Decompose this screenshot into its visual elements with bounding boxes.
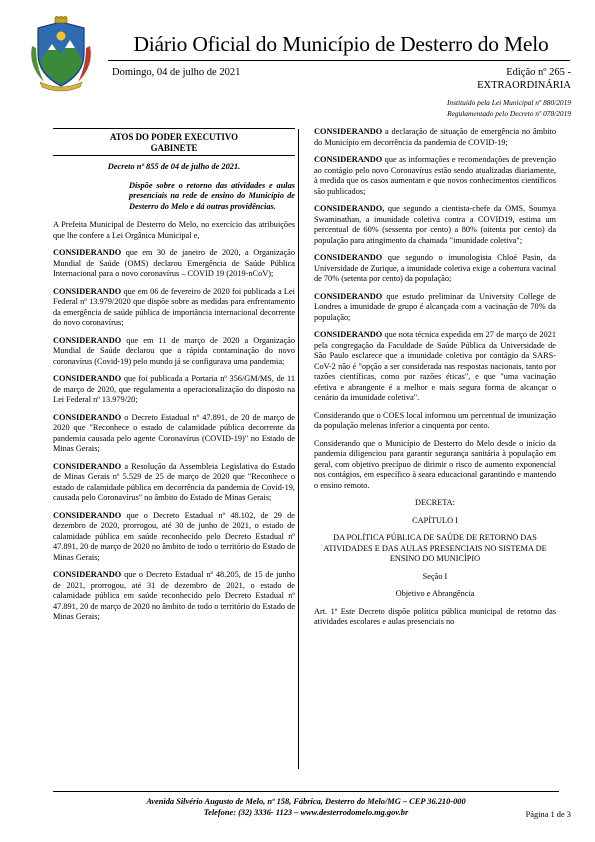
footer-address: Avenida Silvério Augusto de Melo, nº 158, Fábrica, Desterro do Melo/MG – CEP 36.210-000 xyxy=(146,797,466,806)
considerando-keyword: CONSIDERANDO xyxy=(314,253,383,262)
considerando-keyword: CONSIDERANDO xyxy=(53,412,122,422)
decree-title: Decreto nº 855 de 04 de julho de 2021. xyxy=(107,162,241,171)
paragraph: CONSIDERANDO, que segundo a cientista-chefe da OMS, Soumya Swaminathan, a imunidade coletiva contra a COVID19, estima um percentual de 60% (sessenta por cento) a 80% (oitenta por cento) da população para atingimento da chamada "imunidade coletiva"; xyxy=(314,204,556,245)
considerando-keyword: CONSIDERANDO, xyxy=(314,204,385,213)
considerando-keyword: CONSIDERANDO xyxy=(314,127,383,136)
paragraph: CONSIDERANDO que estudo preliminar da University College de Londres a imunidade de grupo é alcançada com a vacinação de 70% da população; xyxy=(314,291,556,322)
paragraph: CONSIDERANDO que o Decreto Estadual nº 48.205, de 15 de junho de 2021, prorrogou, até 31 de dezembro de 2021, o estado de calamidade pública em saúde reconhecido pelo Decreto Estadual nº 47.891, 20 de março de 2020 no âmbito de todo o território do Estado de Minas Gerais; xyxy=(53,570,295,621)
section-rule-bottom xyxy=(53,155,295,156)
considerando-keyword: CONSIDERANDO xyxy=(53,570,122,579)
paragraph: CONSIDERANDO a declaração de situação de emergência no âmbito do Município em decorrência da pandemia de COVID-19; xyxy=(314,127,556,147)
considerando-keyword: CONSIDERANDO xyxy=(53,286,122,296)
publication-date: Domingo, 04 de julho de 2021 xyxy=(112,67,241,78)
left-column xyxy=(53,127,295,630)
considerando-keyword: CONSIDERANDO xyxy=(314,155,383,164)
institution-decree: Regulamentado pelo Decreto nº 078/2019 xyxy=(447,109,571,118)
section-title: Objetivo e Abrangência xyxy=(395,589,475,598)
section-number: Seção I xyxy=(422,571,448,581)
paragraph: CONSIDERANDO que nota técnica expedida em 27 de março de 2021 pela congregação da Faculdade de Saúde Pública da Universidade de São Paulo esclarece que a imunidade coletiva por contágio da SARS-CoV-2 não é "opção a ser considerada nas respostas nacionais, tanto por razões científicas, como por razões éticas", e que "uma vacinação efetiva e abrangente é a melhor e mais segura forma de alcançar o cenário da imunidade coletiva". xyxy=(314,330,556,402)
paragraph: CONSIDERANDO o Decreto Estadual nº 47.891, de 20 de março de 2020 que "Reconhece o estado de calamidade pública decorrente da pandemia causada pelo agente Coronavírus (COVID-19)" no Estado de Minas Gerais; xyxy=(53,412,295,453)
paragraph: A Prefeita Municipal de Desterro do Melo, no exercício das atribuições que lhe confere a Lei Orgânica Municipal e, xyxy=(53,220,295,240)
section-heading: ATOS DO PODER EXECUTIVO xyxy=(110,132,238,142)
newspaper-title: Diário Oficial do Município de Desterro do Melo xyxy=(133,32,549,56)
paragraph: CONSIDERANDO que segundo o imunologista Chloé Pasin, da Universidade de Zurique, a imunidade coletiva exige a cobertura vacinal de 70% (setenta por cento) da população; xyxy=(314,253,556,283)
article-text: Art. 1º Este Decreto dispõe política pública municipal de retorno das atividades escolares e aulas presenciais no xyxy=(314,606,556,626)
considerando-keyword: CONSIDERANDO xyxy=(53,374,122,383)
decree-summary: Dispõe sobre o retorno das atividades e aulas presenciais na rede de ensino do Município de Desterro do Melo e dá outras providências. xyxy=(129,180,295,211)
footer-contact: Telefone: (32) 3336- 1123 – www.desterrodomelo.mg.gov.br xyxy=(203,808,409,817)
paragraph: CONSIDERANDO que em 06 de fevereiro de 2020 foi publicada a Lei Federal nº 13.979/2020 que dispõe sobre as medidas para enfrentamento da emergência de saúde pública de importância internacional decorrente do novo coronavírus; xyxy=(53,286,295,327)
considerando-keyword: CONSIDERANDO xyxy=(53,510,122,520)
edition-type: EXTRAORDINÁRIA xyxy=(477,79,571,91)
title-divider xyxy=(108,60,570,61)
section-subheading: GABINETE xyxy=(150,143,198,153)
edition-number: Edição nº 265 - xyxy=(506,67,571,78)
considerando-keyword: CONSIDERANDO xyxy=(53,248,122,257)
chapter-heading: CAPÍTULO I xyxy=(412,515,458,525)
paragraph: CONSIDERANDO que o Decreto Estadual nº 48.102, de 29 de dezembro de 2020, prorrogou, até 30 de junho de 2021, o estado de calamidade pública em saúde reconhecido pelo Decreto Estadual nº 47.891, 20 de março de 2020 no âmbito de todo o território do Estado de Minas Gerais; xyxy=(53,510,295,562)
paragraph: CONSIDERANDO a Resolução da Assembleia Legislativa do Estado de Minas Gerais nº 5.529 de 25 de março de 2020 que "Reconhece o estado de calamidade pública em decorrência da pandemia de Covid-19, causada pelo Coronavírus" no âmbito do Estado de Minas Gerais; xyxy=(53,461,295,502)
paragraph: CONSIDERANDO que em 11 de março de 2020 a Organização Mundial de Saúde declarou que a rápida contaminação do novo coronavírus (Covid-19) pelo mundo já se configurava uma pandemia; xyxy=(53,335,295,366)
institution-note xyxy=(271,97,571,119)
page-number: Página 1 de 3 xyxy=(525,810,571,819)
decreta-heading: DECRETA: xyxy=(415,498,455,507)
edition-info xyxy=(431,67,571,92)
paragraph: CONSIDERANDO que as informações e recomendações de prevenção ao contágio pelo novo Coronavírus estão sendo atualizadas diariamente, à medida que os casos aumentam e que novos conhecimentos científicos são publicados; xyxy=(314,155,556,196)
footer-divider xyxy=(53,791,559,792)
institution-law: Instituído pela Lei Municipal nº 880/2019 xyxy=(446,98,571,107)
considerando-keyword: CONSIDERANDO xyxy=(314,330,383,339)
municipal-crest xyxy=(24,16,98,92)
considerando-keyword: CONSIDERANDO xyxy=(53,461,122,471)
column-divider xyxy=(298,129,299,769)
paragraph: Considerando que o Município de Desterro do Melo desde o início da pandemia diligenciou para garantir segurança sanitária à população em geral, com objetivo precípuo de dirimir o risco de aumento exponencial nos contágios, em específico à seara educacional garantindo e mantendo o ensino remoto. xyxy=(314,438,556,490)
paragraph: Considerando que o COES local informou um percentual de imunização da população melenas inferior a cinquenta por cento. xyxy=(314,410,556,430)
right-column xyxy=(314,127,556,635)
paragraph: CONSIDERANDO que foi publicada a Portaria nº 356/GM/MS, de 11 de março de 2020, que regulamenta a operacionalização do disposto na Lei Federal nº 13.979/20; xyxy=(53,374,295,404)
section-rule-top xyxy=(53,128,295,129)
chapter-title: DA POLÍTICA PÚBLICA DE SAÚDE DE RETORNO DAS ATIVIDADES E DAS AULAS PRESENCIAIS NO SISTEMA DE ENSINO DO MUNICÍPIO xyxy=(323,533,547,563)
considerando-keyword: CONSIDERANDO xyxy=(53,335,122,345)
paragraph: CONSIDERANDO que em 30 de janeiro de 2020, a Organização Mundial de Saúde (OMS) declarou Emergência de Saúde Pública Internacional para o novo coronavírus – COVID 19 (2019-nCoV); xyxy=(53,248,295,278)
considerando-keyword: CONSIDERANDO xyxy=(314,291,383,301)
